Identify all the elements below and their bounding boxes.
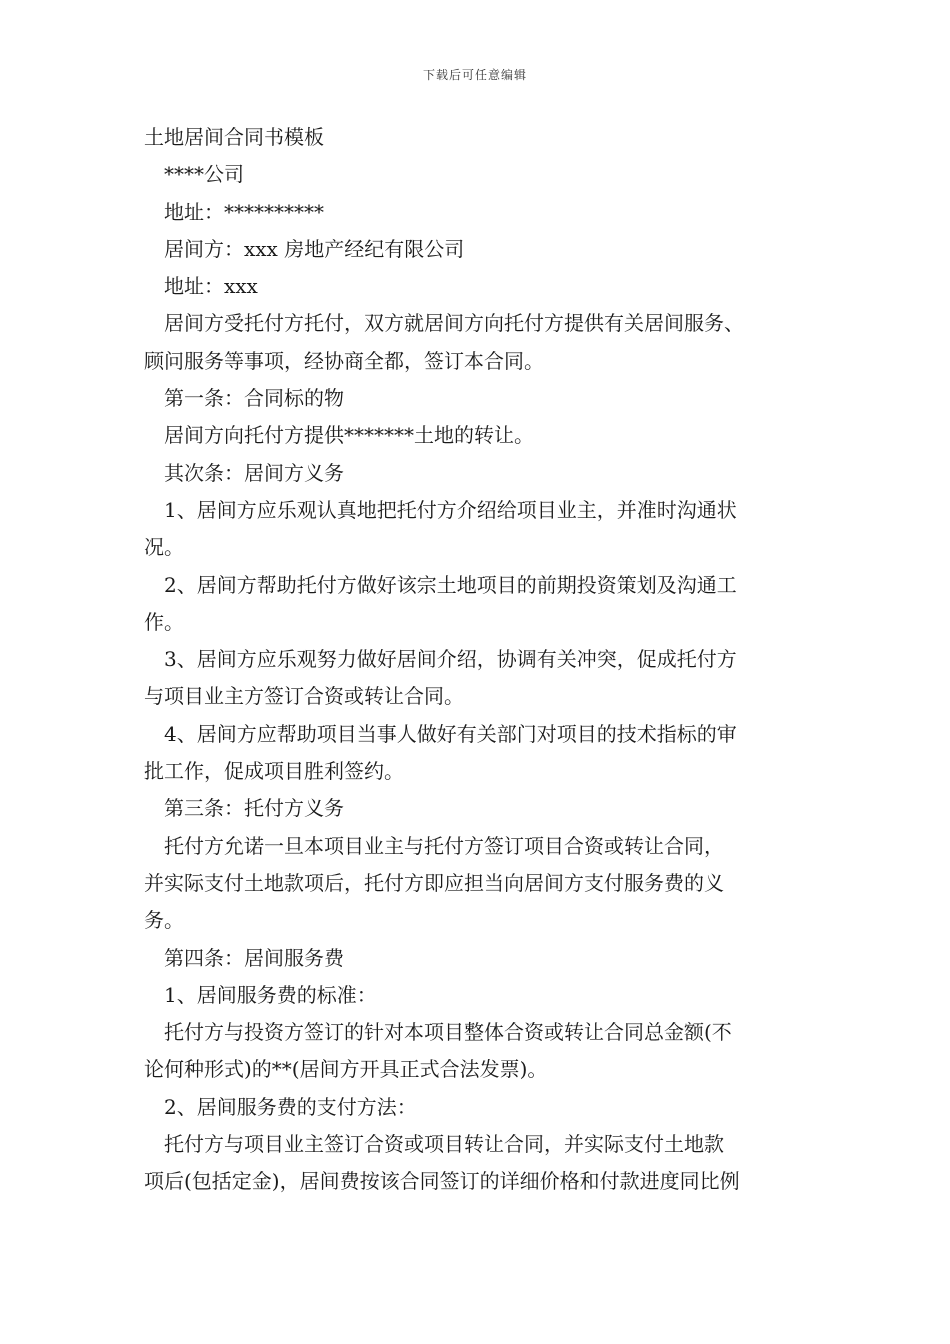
- clause-line: 与项目业主方签订合资或转让合同。: [144, 684, 464, 709]
- article-heading: 第三条：托付方义务: [164, 796, 344, 821]
- clause-line: 4、居间方应帮助项目当事人做好有关部门对项目的技术指标的审: [164, 721, 737, 746]
- preamble-line: 顾问服务等事项，经协商全都，签订本合同。: [144, 348, 544, 373]
- document-body: [144, 119, 810, 1201]
- preamble-line: 居间方受托付方托付，双方就居间方向托付方提供有关居间服务、: [164, 311, 744, 336]
- clause-line: 作。: [144, 609, 184, 634]
- broker-address: 地址：xxx: [164, 274, 258, 299]
- paragraph-line: 并实际支付土地款项后，托付方即应担当向居间方支付服务费的义: [144, 870, 724, 895]
- paragraph-line: 托付方与项目业主签订合资或项目转让合同，并实际支付土地款: [164, 1132, 724, 1157]
- clause-line: 1、居间方应乐观认真地把托付方介绍给项目业主，并准时沟通状: [164, 497, 737, 522]
- clause-line: 2、居间方帮助托付方做好该宗土地项目的前期投资策划及沟通工: [164, 572, 737, 597]
- page-header-note: 下载后可任意编辑: [422, 68, 527, 82]
- article-heading: 第一条：合同标的物: [164, 386, 344, 411]
- party-a-company: ****公司: [164, 162, 244, 187]
- clause-line: 1、居间服务费的标准：: [164, 982, 377, 1007]
- document-title: 土地居间合同书模板: [144, 125, 324, 149]
- paragraph-line: 务。: [144, 908, 184, 933]
- paragraph-line: 项后(包括定金)，居间费按该合同签订的详细价格和付款进度同比例: [144, 1169, 740, 1194]
- paragraph-line: 托付方与投资方签订的针对本项目整体合资或转让合同总金额(不: [164, 1020, 732, 1045]
- article-heading: 其次条：居间方义务: [164, 460, 344, 485]
- paragraph-line: 论何种形式)的**(居间方开具正式合法发票)。: [144, 1057, 548, 1082]
- party-a-address: 地址：**********: [164, 199, 324, 224]
- clause-line: 况。: [144, 535, 184, 560]
- clause-line: 批工作，促成项目胜利签约。: [144, 759, 404, 784]
- clause-line: 2、居间服务费的支付方法：: [164, 1094, 417, 1119]
- paragraph-line: 托付方允诺一旦本项目业主与托付方签订项目合资或转让合同，: [164, 833, 724, 858]
- article-heading: 第四条：居间服务费: [164, 945, 344, 970]
- broker-party: 居间方：xxx 房地产经纪有限公司: [164, 236, 465, 261]
- paragraph-line: 居间方向托付方提供*******土地的转让。: [164, 423, 534, 448]
- clause-line: 3、居间方应乐观努力做好居间介绍，协调有关冲突，促成托付方: [164, 647, 737, 672]
